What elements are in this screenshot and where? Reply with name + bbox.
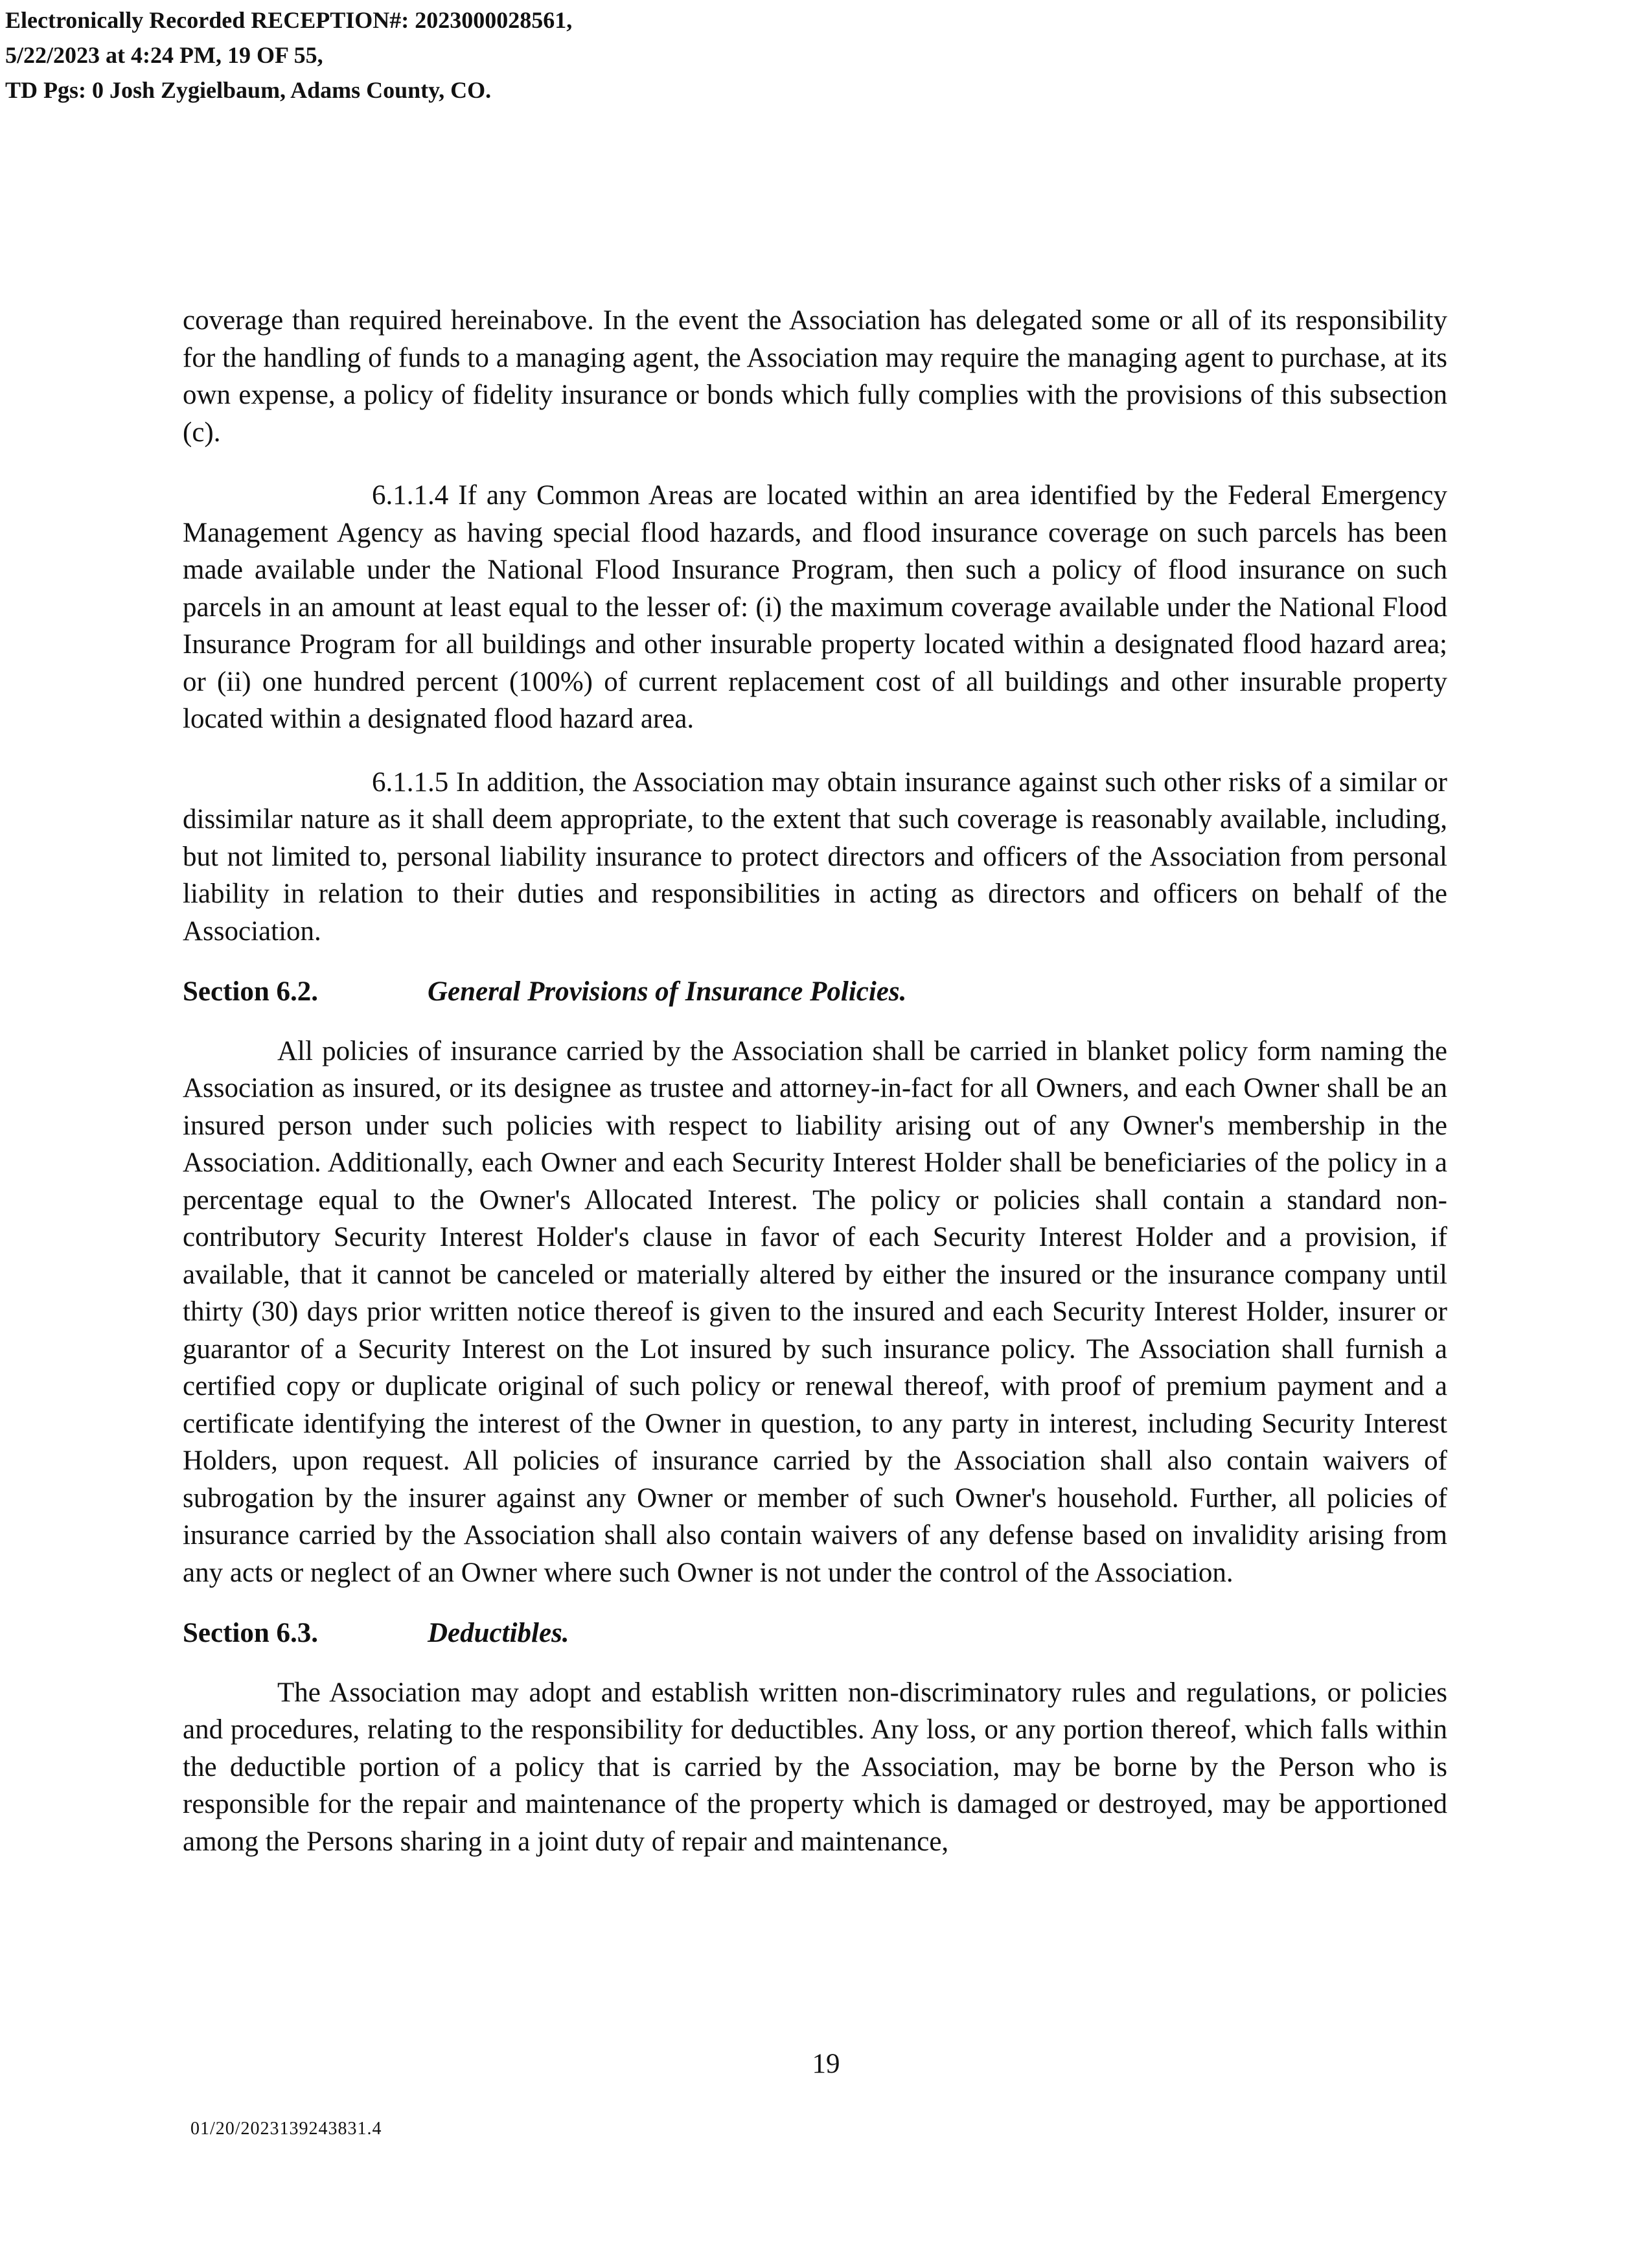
section-6-2-paragraph: All policies of insurance carried by the Association shall be carried in blanket policy form naming the Association as insured, or its designee as trustee and attorney-in-fact for all Owners, and each Owner shall be an insured person under such policies with respect to liability arising out of any Owner's membership in the Association. Additionally, each Owner and each Security Interest Holder shall be beneficiaries of the policy in a percentage equal to the Owner's Allocated Interest. The policy or policies shall contain a standard non-contributory Security Interest Holder's clause in favor of each Security Interest Holder and a provision, if available, that it cannot be canceled or materially altered by either the insured or the insurance company until thirty (30) days prior written notice thereof is given to the insured and each Security Interest Holder, insurer or guarantor of a Security Interest on the Lot insured by such insurance policy. The Association shall furnish a certified copy or duplicate original of such policy or renewal thereof, with proof of premium payment and a certificate identifying the interest of the Owner in question, to any party in interest, including Security Interest Holders, upon request. All policies of insurance carried by the Association shall also contain waivers of subrogation by the insurer against any Owner or member of such Owner's household. Further, all policies of insurance carried by the Association shall also contain waivers of any defense based on invalidity arising from any acts or neglect of an Owner where such Owner is not under the control of the Association. [183, 1035, 1447, 1588]
continuation-paragraph: coverage than required hereinabove. In the event the Association has delegated some or all of its responsibility for the handling of funds to a managing agent, the Association may require the managing agent to purchase, at its own expense, a policy of fidelity insurance or bonds which fully complies with the provisions of this subsection (c). [183, 305, 1447, 448]
section-6-2-title: General Provisions of Insurance Policies. [428, 976, 907, 1007]
document-body [183, 302, 1447, 1860]
section-6-2-number: Section 6.2. [183, 976, 319, 1007]
recording-line-date: 5/22/2023 at 4:24 PM, 19 OF 55, [5, 42, 323, 68]
document-id: 01/20/2023139243831.4 [190, 2119, 382, 2139]
recording-stamp [5, 3, 572, 108]
recording-line-reception: Electronically Recorded RECEPTION#: 2023000028561, [5, 7, 573, 33]
recording-line-county: TD Pgs: 0 Josh Zygielbaum, Adams County, CO. [5, 77, 492, 103]
section-6-2-heading [183, 973, 1447, 1011]
paragraph-6-1-1-4: 6.1.1.4 If any Common Areas are located within an area identified by the Federal Emergency Management Agency as having special flood hazards, and flood insurance coverage on such parcels has been made available under the National Flood Insurance Program, then such a policy of flood insurance on such parcels in an amount at least equal to the lesser of: (i) the maximum coverage available under the National Flood Insurance Program for all buildings and other insurable property located within a designated flood hazard area; or (ii) one hundred percent (100%) of current replacement cost of all buildings and other insurable property located within a designated flood hazard area. [183, 480, 1447, 734]
section-6-3-number: Section 6.3. [183, 1618, 319, 1648]
section-6-3-title: Deductibles. [428, 1618, 569, 1648]
paragraph-6-1-1-5: 6.1.1.5 In addition, the Association may obtain insurance against such other risks of a similar or dissimilar nature as it shall deem appropriate, to the extent that such coverage is reasonably available, including, but not limited to, personal liability insurance to protect directors and officers of the Association from personal liability in relation to their duties and responsibilities in acting as directors and officers on behalf of the Association. [183, 766, 1447, 947]
section-6-3-paragraph: The Association may adopt and establish written non-discriminatory rules and regulations, or policies and procedures, relating to the responsibility for deductibles. Any loss, or any portion thereof, which falls within the deductible portion of a policy that is carried by the Association, may be borne by the Person who is responsible for the repair and maintenance of the property which is damaged or destroyed, may be apportioned among the Persons sharing in a joint duty of repair and maintenance, [183, 1677, 1447, 1857]
section-6-3-heading [183, 1615, 1447, 1652]
page-number: 19 [812, 2049, 840, 2079]
